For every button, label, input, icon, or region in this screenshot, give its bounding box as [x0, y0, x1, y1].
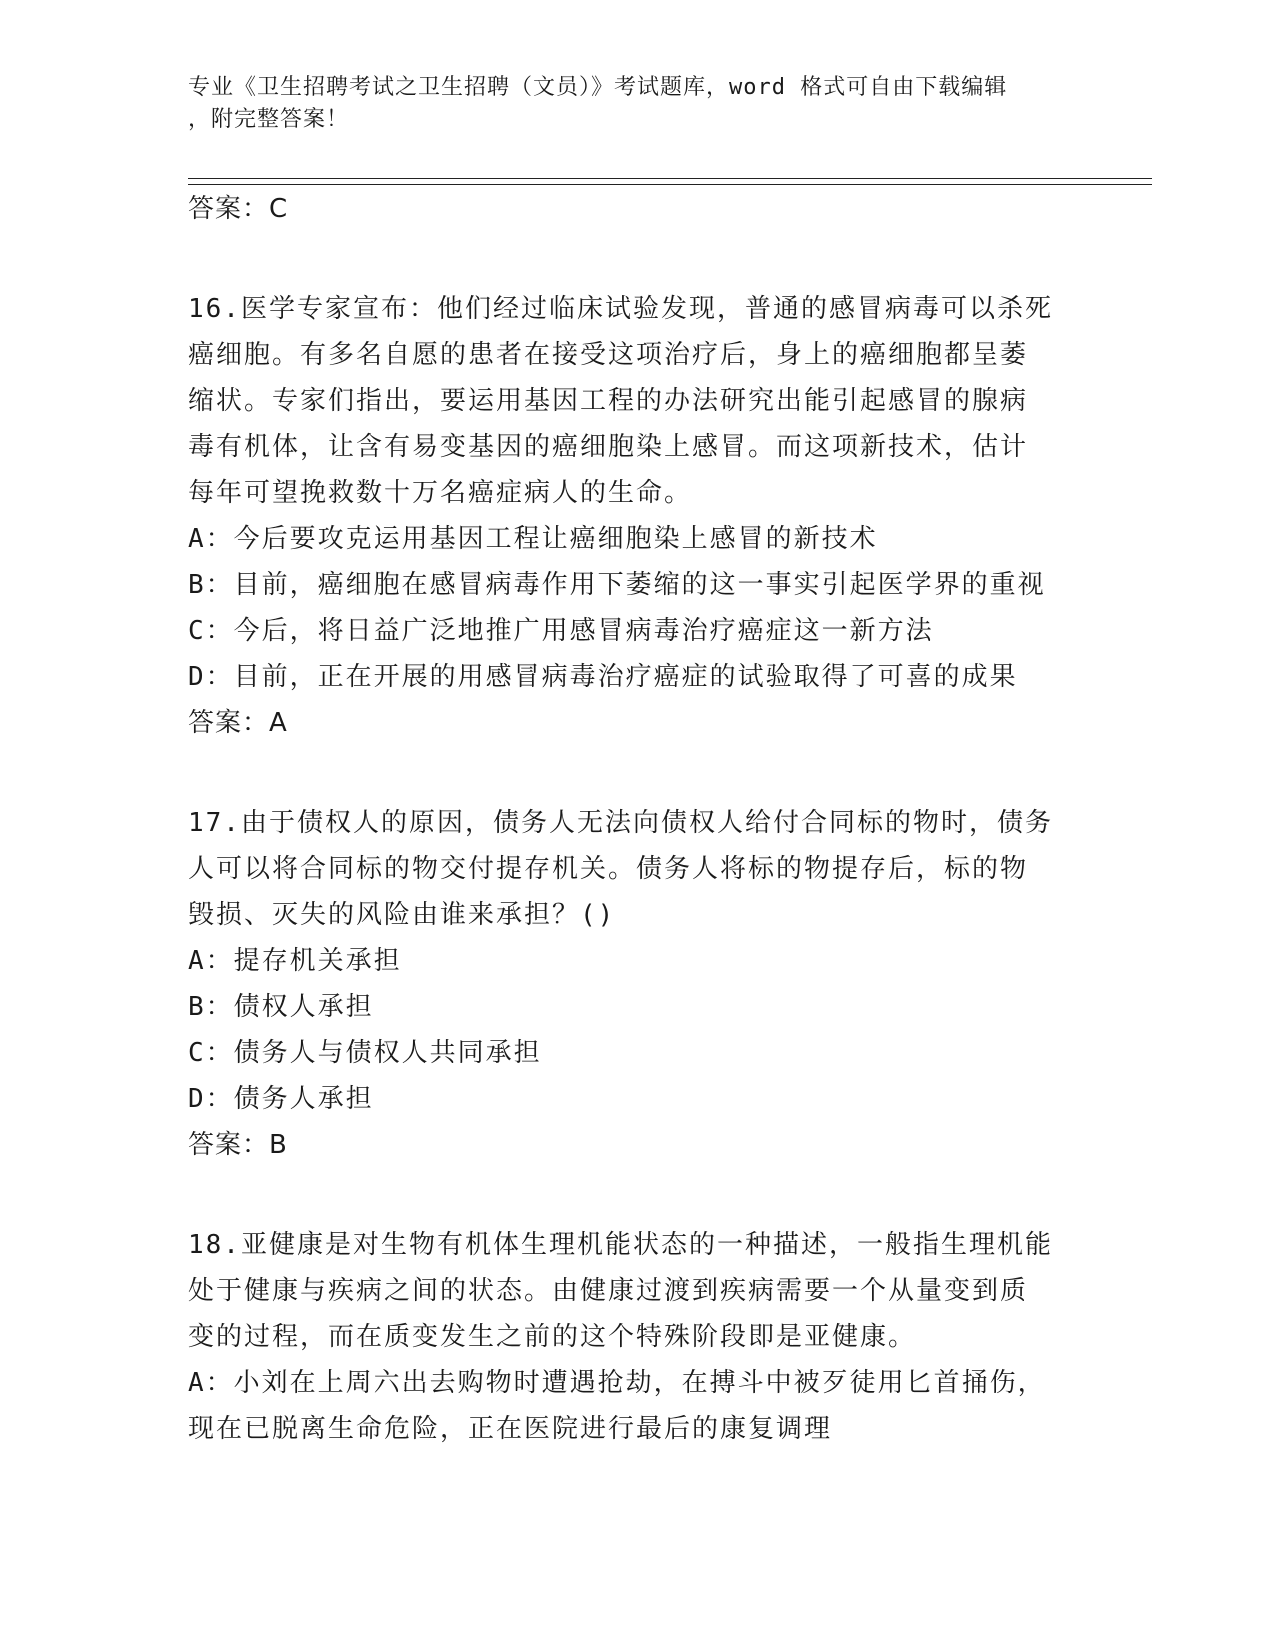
question-stem-line: 变的过程，而在质变发生之前的这个特殊阶段即是亚健康。: [188, 1322, 917, 1352]
option-a: A：小刘在上周六出去购物时遭遇抢劫，在搏斗中被歹徒用匕首捅伤，: [188, 1368, 1046, 1398]
option-a: A：提存机关承担: [188, 946, 402, 976]
option-c: C：债务人与债权人共同承担: [188, 1038, 542, 1068]
document-header: [188, 72, 1088, 136]
question-stem-line: 毒有机体，让含有易变基因的癌细胞染上感冒。而这项新技术，估计: [188, 432, 1029, 462]
option-d: D：目前，正在开展的用感冒病毒治疗癌症的试验取得了可喜的成果: [188, 662, 1018, 692]
header-line-2: ，附完整答案！: [188, 107, 350, 132]
question-stem-line: 缩状。专家们指出，要运用基因工程的办法研究出能引起感冒的腺病: [188, 386, 1029, 416]
document-body: [188, 186, 1088, 1452]
header-line-1: 专业《卫生招聘考试之卫生招聘（文员）》考试题库，word 格式可自由下载编辑: [188, 75, 1008, 100]
option-c: C：今后，将日益广泛地推广用感冒病毒治疗癌症这一新方法: [188, 616, 934, 646]
header-divider-top: [188, 178, 1152, 179]
question-stem-line: 人可以将合同标的物交付提存机关。债务人将标的物提存后，标的物: [188, 854, 1029, 884]
question-stem-line: 17.由于债权人的原因，债务人无法向债权人给付合同标的物时，债务: [188, 808, 1053, 838]
question-stem-line: 18.亚健康是对生物有机体生理机能状态的一种描述，一般指生理机能: [188, 1230, 1053, 1260]
question-stem-line: 16.医学专家宣布：他们经过临床试验发现，普通的感冒病毒可以杀死: [188, 294, 1053, 324]
option-a-continuation: 现在已脱离生命危险，正在医院进行最后的康复调理: [188, 1414, 833, 1444]
question-stem-line: 处于健康与疾病之间的状态。由健康过渡到疾病需要一个从量变到质: [188, 1276, 1029, 1306]
question-17: [188, 800, 1088, 1168]
answer-label: 答案：B: [188, 1130, 288, 1160]
question-stem-line: 每年可望挽救数十万名癌症病人的生命。: [188, 478, 693, 508]
question-stem-line: 毁损、灭失的风险由谁来承担？(): [188, 900, 616, 930]
question-stem-line: 癌细胞。有多名自愿的患者在接受这项治疗后，身上的癌细胞都呈萎: [188, 340, 1029, 370]
header-divider-bottom: [188, 184, 1152, 185]
answer-label: 答案：A: [188, 708, 288, 738]
option-b: B：债权人承担: [188, 992, 374, 1022]
question-18: [188, 1222, 1088, 1452]
question-16: [188, 286, 1088, 746]
option-d: D：债务人承担: [188, 1084, 374, 1114]
option-b: B：目前，癌细胞在感冒病毒作用下萎缩的这一事实引起医学界的重视: [188, 570, 1046, 600]
option-a: A：今后要攻克运用基因工程让癌细胞染上感冒的新技术: [188, 524, 878, 554]
answer-label: 答案：C: [188, 194, 289, 224]
